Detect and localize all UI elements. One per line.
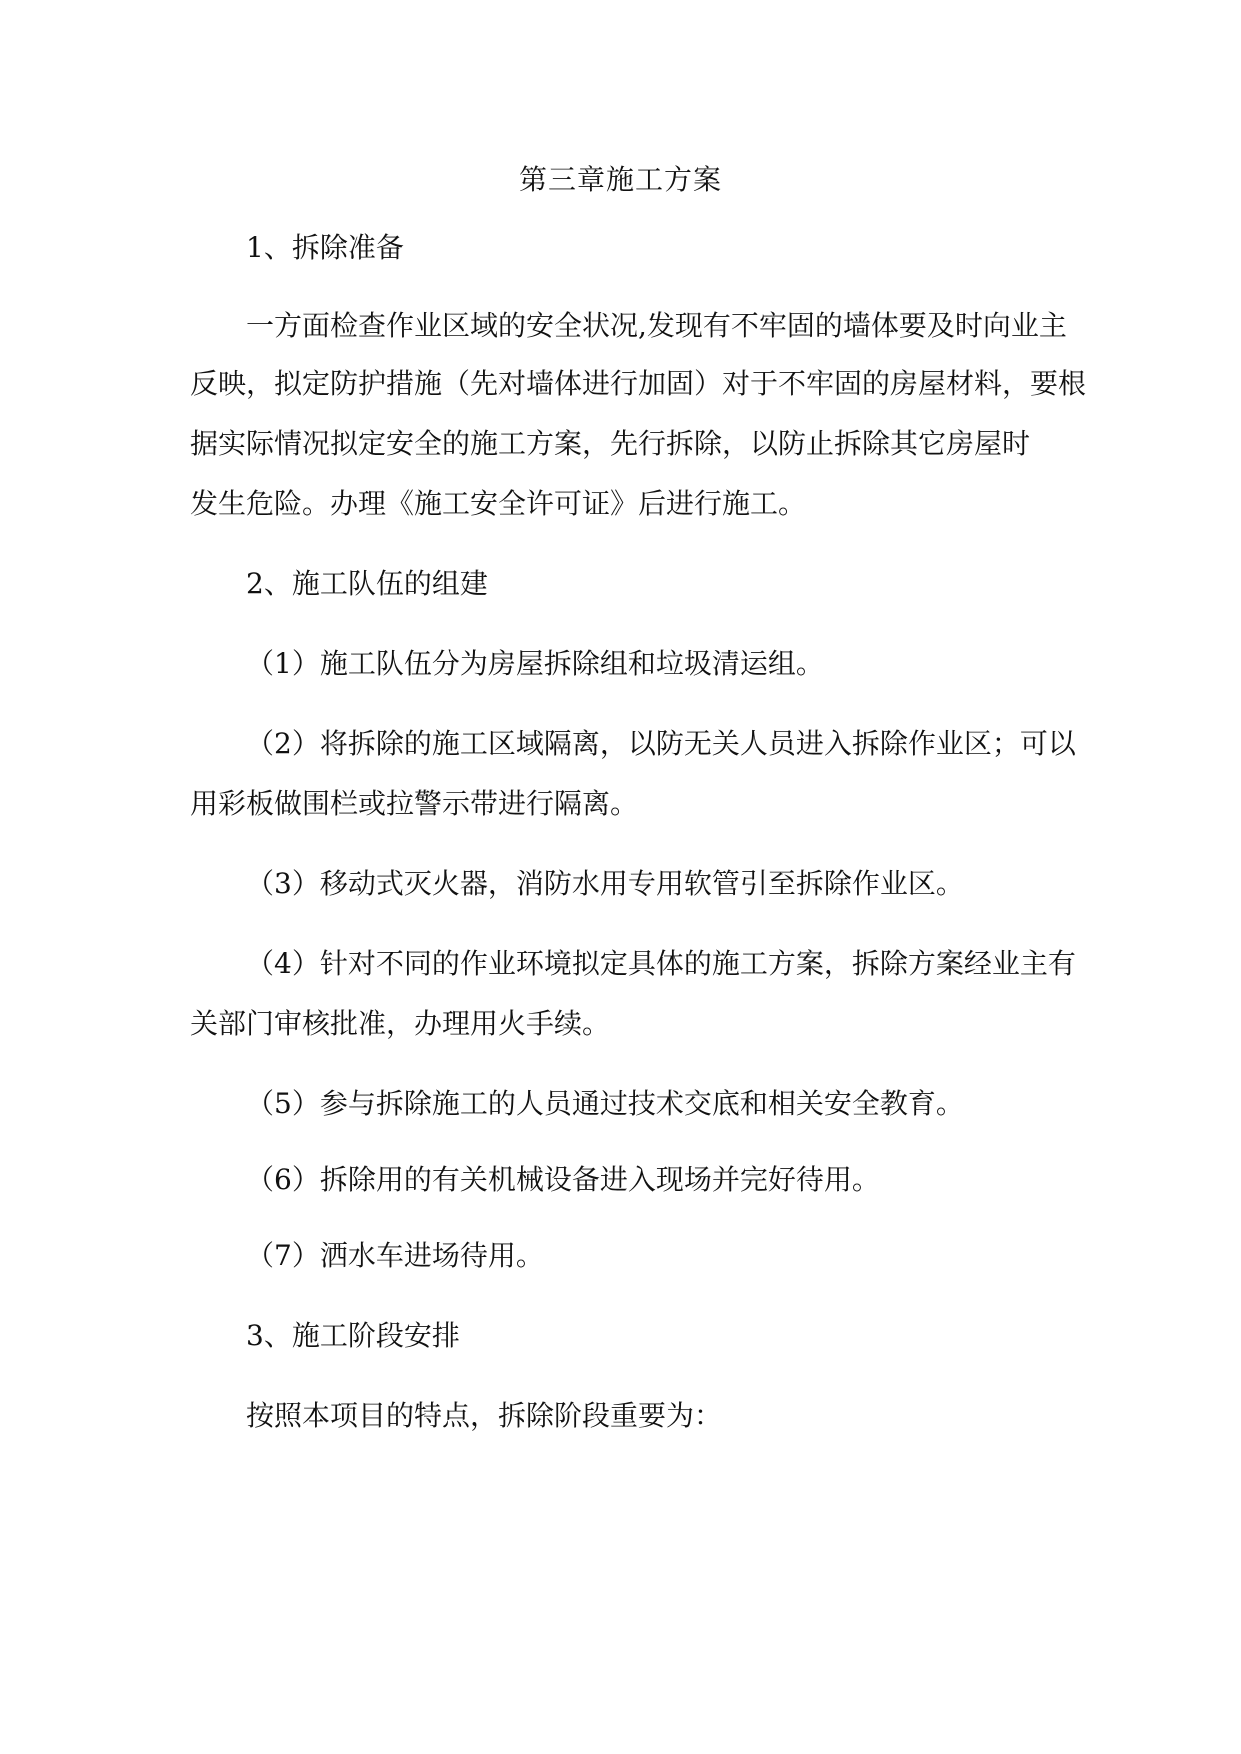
paragraph-line: 发生危险。办理《施工安全许可证》后进行施工。 [190, 487, 807, 520]
list-item-1: （1）施工队伍分为房屋拆除组和垃圾清运组。 [246, 647, 824, 680]
list-item-2-continued: 用彩板做围栏或拉警示带进行隔离。 [190, 787, 639, 820]
paragraph-line: 一方面检查作业区域的安全状况,发现有不牢固的墙体要及时向业主 [246, 309, 1067, 342]
paragraph-line: 据实际情况拟定安全的施工方案，先行拆除，以防止拆除其它房屋时 [190, 427, 1031, 460]
list-item-4-continued: 关部门审核批准，办理用火手续。 [190, 1007, 611, 1040]
chapter-title: 第三章施工方案 [518, 163, 722, 196]
paragraph-line: 反映，拟定防护措施（先对墙体进行加固）对于不牢固的房屋材料，要根 [190, 367, 1087, 400]
list-item-5: （5）参与拆除施工的人员通过技术交底和相关安全教育。 [246, 1087, 964, 1120]
list-item-2: （2）将拆除的施工区域隔离，以防无关人员进入拆除作业区；可以 [246, 727, 1076, 760]
paragraph-line: 按照本项目的特点，拆除阶段重要为： [246, 1399, 723, 1432]
section-heading-1: 1、拆除准备 [246, 231, 404, 264]
section-heading-3: 3、施工阶段安排 [246, 1319, 460, 1352]
list-item-3: （3）移动式灭火器，消防水用专用软管引至拆除作业区。 [246, 867, 964, 900]
list-item-7: （7）洒水车进场待用。 [246, 1239, 544, 1272]
section-heading-2: 2、施工队伍的组建 [246, 567, 488, 600]
list-item-6: （6）拆除用的有关机械设备进入现场并完好待用。 [246, 1163, 880, 1196]
list-item-4: （4）针对不同的作业环境拟定具体的施工方案，拆除方案经业主有 [246, 947, 1076, 980]
